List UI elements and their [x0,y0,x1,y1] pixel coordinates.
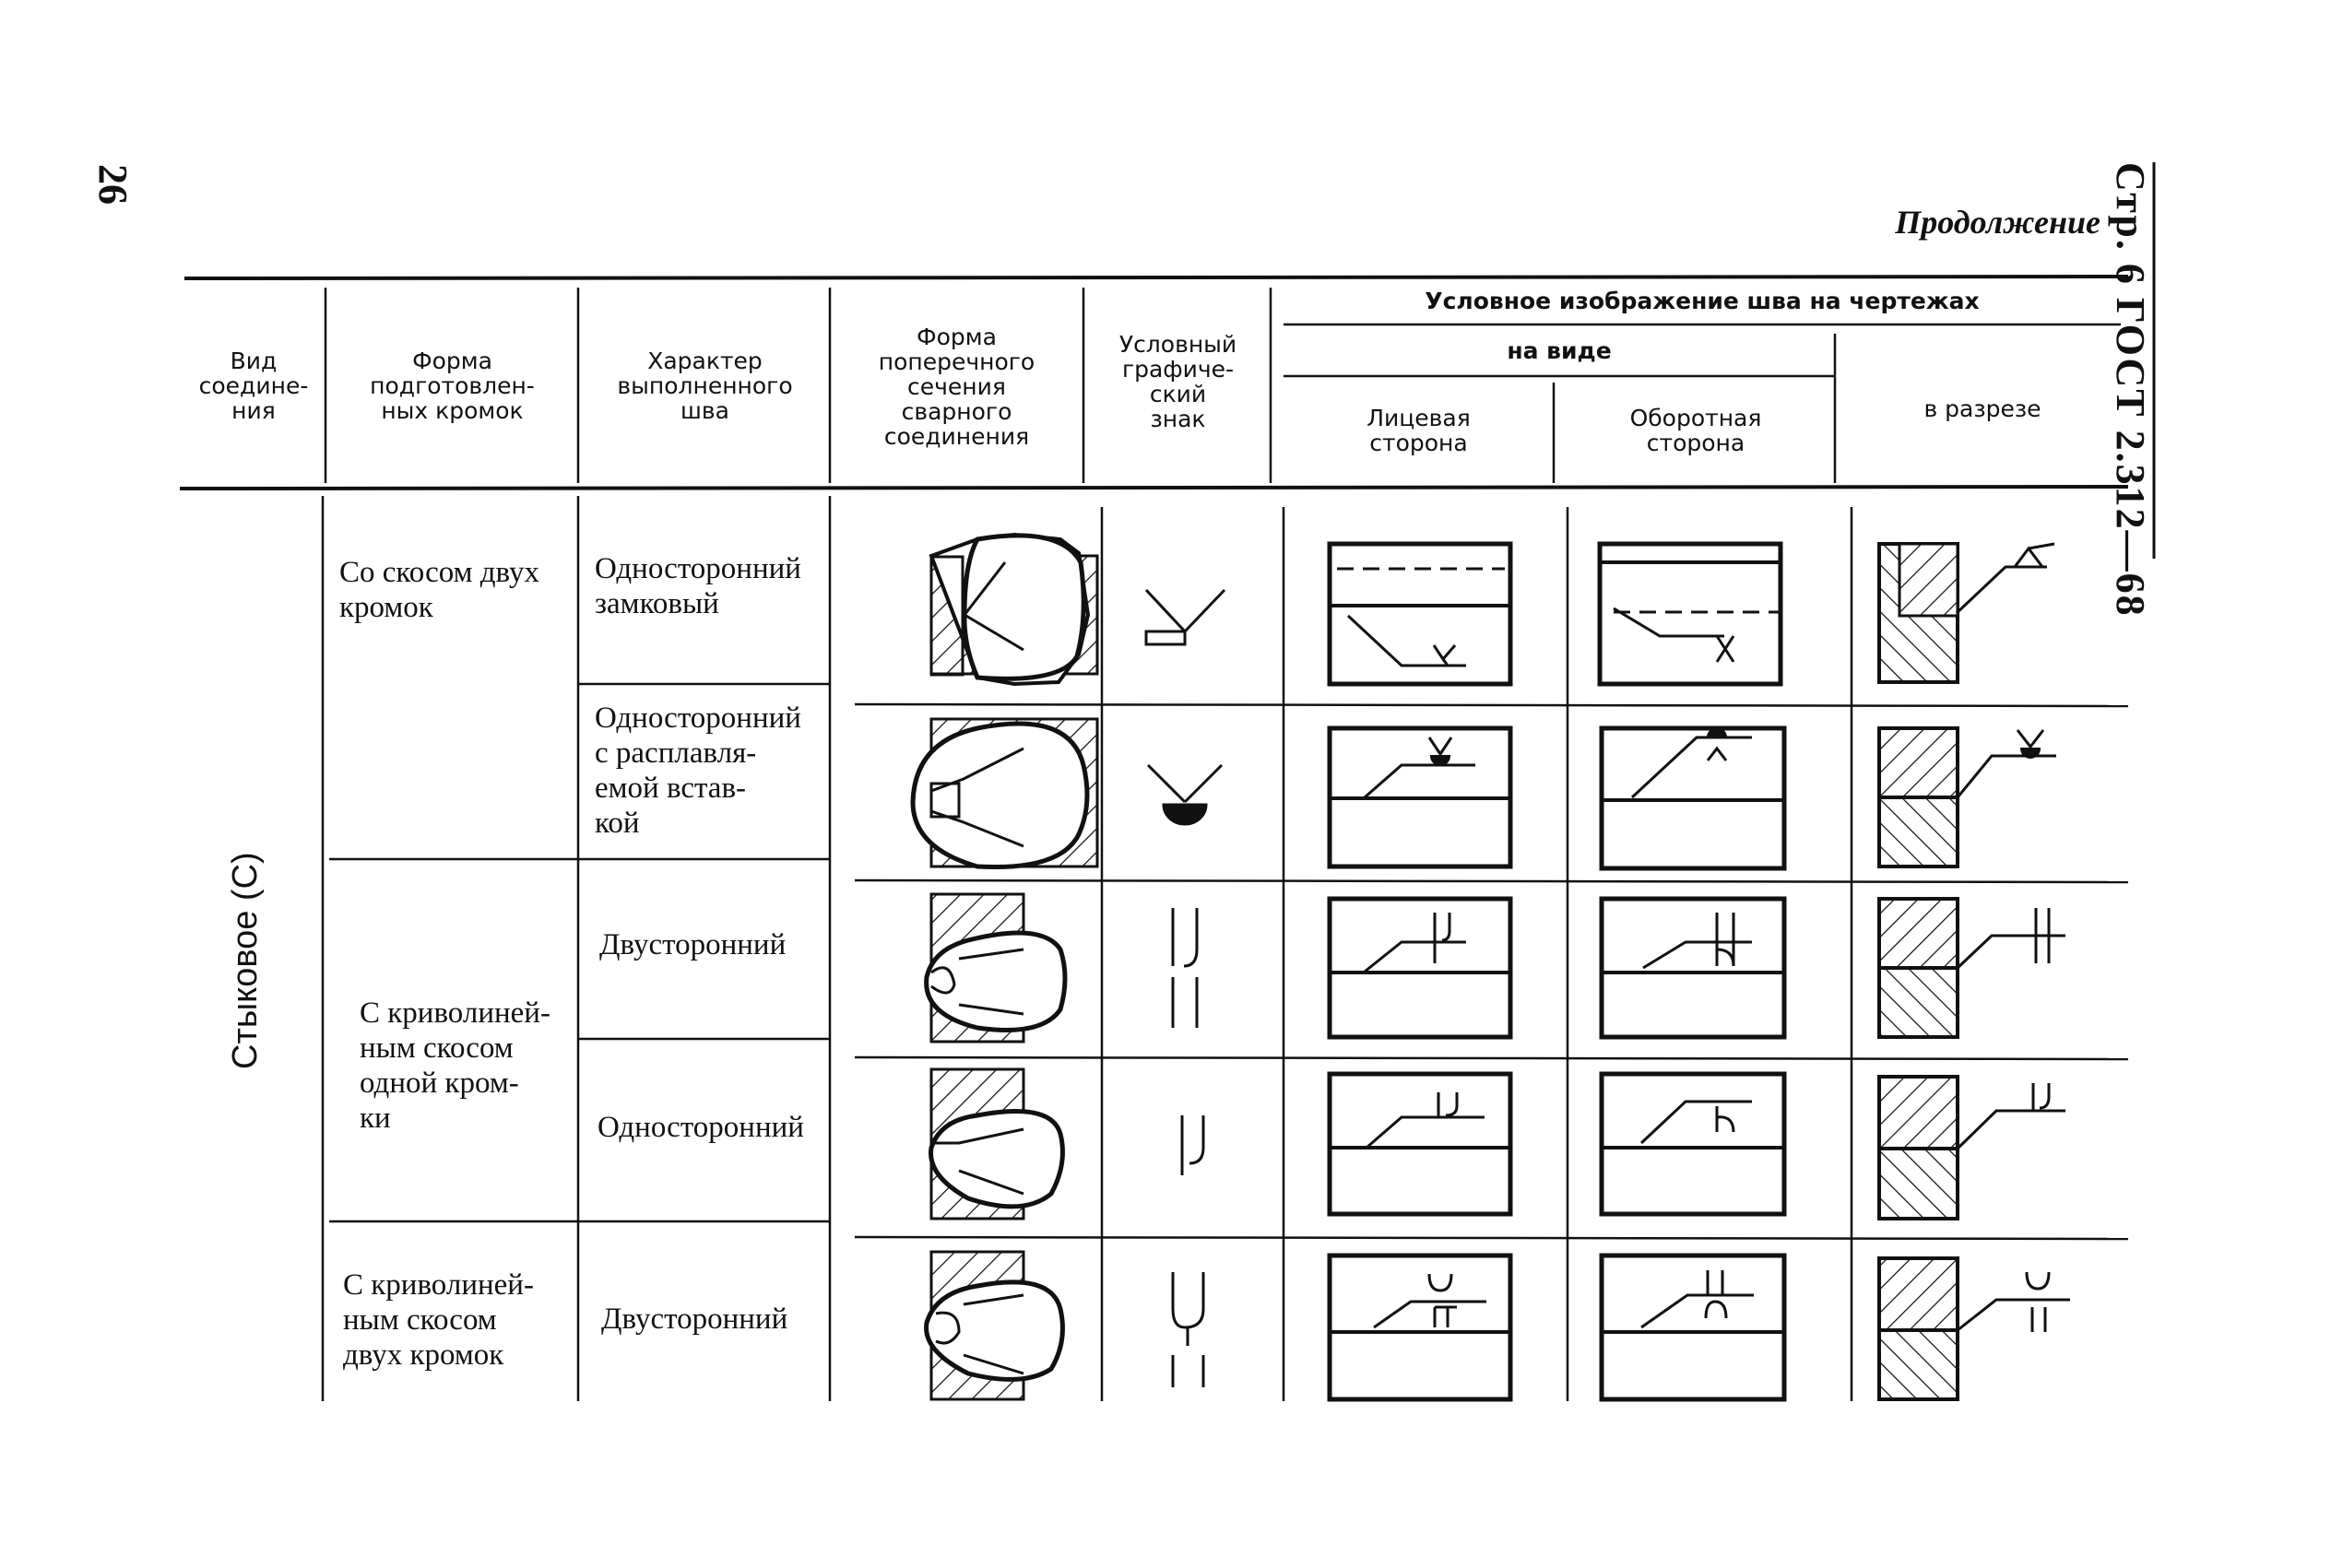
seam-character-3: Двусторонний [599,928,787,961]
row-5-section-view [1879,1258,2070,1399]
row-5-cross-section [927,1252,1063,1399]
side-header: Стр. 6 ГОСТ 2.312—68 [2108,162,2153,618]
row-3-back-view [1602,899,1784,1037]
seam-character-5: Двусторонний [601,1303,788,1336]
row-4-back-view [1602,1074,1784,1214]
edge-shape-3: С криволиней- ным скосом двух кромок [343,1268,534,1372]
header-in-view: на виде [1507,337,1612,364]
row-3-symbol [1173,908,1197,1028]
edge-shape-1: Со скосом двух кромок [339,556,539,624]
row-1-front-view [1330,544,1510,684]
table-grid [180,277,2128,1401]
row-2-front-view [1330,728,1510,867]
seam-character-2: Односторонний с расплавля- емой встав- кой [595,701,801,840]
header-front-side: Лицевая сторона [1367,405,1471,456]
page-number: 26 [90,164,136,205]
row-2-back-view [1602,728,1784,868]
header-joint-type: Вид соедине- ния [198,348,309,424]
row-2-section-view [1879,728,2056,867]
continuation-label: Продолжение [1895,204,2100,241]
header-seam-character: Характер выполненного шва [617,348,793,424]
row-5-back-view [1602,1256,1784,1399]
row-1-back-view [1600,544,1781,684]
header-back-side: Оборотная сторона [1629,405,1762,456]
row-5-front-view [1330,1256,1510,1399]
joint-type-value: Стыковое (С) [226,852,265,1069]
header-cross-section: Форма поперечного сечения сварного соединения [878,324,1035,450]
row-4-cross-section [931,1069,1063,1219]
seam-character-1: Односторонний замковый [595,552,801,620]
row-5-symbol [1173,1272,1203,1387]
row-4-symbol [1182,1115,1203,1175]
row-2-symbol [1148,765,1222,824]
seam-character-4: Односторонний [598,1111,804,1144]
header-symbol: Условный графиче- ский знак [1118,331,1237,432]
header-edge-shape: Форма подготовлен- ных кромок [370,348,535,424]
edge-shape-2: С криволиней- ным скосом одной кром- ки [360,996,550,1135]
row-3-front-view [1330,899,1510,1037]
row-1-section-view [1879,544,2054,682]
header-drawing-group: Условное изображение шва на чертежах [1425,288,1980,314]
row-3-section-view [1879,899,2065,1037]
row-3-cross-section [927,894,1065,1042]
header-in-section: в разрезе [1923,395,2041,422]
row-1-symbol [1146,590,1225,644]
row-2-cross-section [913,719,1097,867]
row-4-section-view [1879,1077,2065,1219]
row-1-cross-section [931,535,1097,684]
row-4-front-view [1330,1074,1510,1214]
